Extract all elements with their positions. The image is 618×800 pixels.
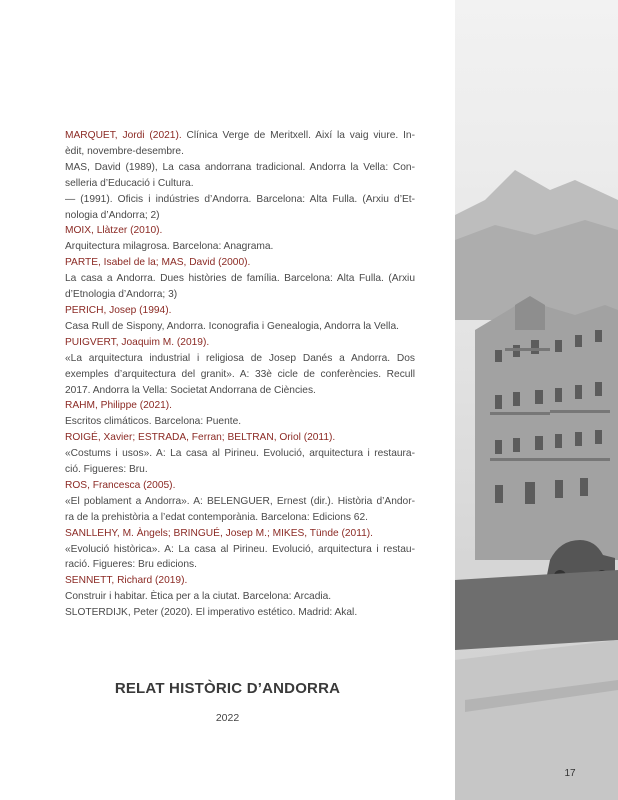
entry-author: ROIGÉ, Xavier; ESTRADA, Ferran; BELTRAN, Oriol (2011). xyxy=(65,432,336,444)
bibliography-entry xyxy=(65,128,415,160)
bibliography-entry xyxy=(65,192,415,224)
entry-text: exemples d’arquitectura del granit». A: 33è cicle de conferències. Recull xyxy=(65,368,415,380)
book-title: RELAT HISTÒRIC D’ANDORRA xyxy=(114,680,341,697)
bibliography-entry xyxy=(65,255,415,303)
entry-text: La casa a Andorra. Dues històries de família. Barcelona: Alta Fulla. (Arxiu xyxy=(65,273,415,285)
bibliography-list xyxy=(65,128,415,621)
book-year: 2022 xyxy=(215,712,240,724)
road-shape xyxy=(455,640,618,800)
entry-text: ra de la prehistòria a l’edat contemporània. Barcelona: Edicions 62. xyxy=(65,511,368,523)
entry-text: Escritos climáticos. Barcelona: Puente. xyxy=(65,416,242,428)
entry-text: — (1991). Oficis i indústries d’Andorra. Barcelona: Alta Fulla. (Arxiu d’Et- xyxy=(65,193,415,205)
entry-text: ció. Figueres: Bru. xyxy=(65,464,148,476)
entry-text: d’Etnologia d’Andorra; 3) xyxy=(65,289,178,301)
entry-first-line xyxy=(65,128,415,144)
historical-photo xyxy=(455,0,618,800)
entry-text: selleria d’Educació i Cultura. xyxy=(65,177,194,189)
bibliography-entry xyxy=(65,160,415,192)
entry-text: ració. Figueres: Bru edicions. xyxy=(65,559,197,571)
entry-text: Construir i habitar. Ètica per a la ciutat. Barcelona: Arcadia. xyxy=(65,591,332,603)
entry-text: «La arquitectura industrial i religiosa de Josep Danés a Andorra. Dos xyxy=(65,352,415,364)
entry-author: MOIX, Llàtzer (2010). xyxy=(65,225,163,237)
entry-text: «El poblament a Andorra». A: BELENGUER, Ernest (dir.). Història d’Andor- xyxy=(65,495,415,507)
entry-text: Casa Rull de Sispony, Andorra. Iconografia i Genealogia, Andorra la Vella. xyxy=(65,320,399,332)
bibliography-entry xyxy=(65,223,415,255)
bibliography-entry xyxy=(65,303,415,335)
bibliography-entry xyxy=(65,430,415,478)
entry-author: PUIGVERT, Joaquim M. (2019). xyxy=(65,336,210,348)
bibliography-entry xyxy=(65,526,415,574)
entry-text: 2017. Andorra la Vella: Societat Andorrana de Ciències. xyxy=(65,384,316,396)
entry-text: «Evolució històrica». A: La casa al Pirineu. Evolució, arquitectura i restau- xyxy=(65,543,415,555)
entry-author: ROS, Francesca (2005). xyxy=(65,479,176,491)
entry-author: SANLLEHY, M. Àngels; BRINGUÉ, Josep M.; MIKES, Tünde (2011). xyxy=(65,527,374,539)
bibliography-entry xyxy=(65,478,415,526)
page-number: 17 xyxy=(564,768,576,779)
entry-author: PARTE, Isabel de la; MAS, David (2000). xyxy=(65,257,251,269)
bibliography-entry xyxy=(65,573,415,621)
entry-text: SLOTERDIJK, Peter (2020). El imperativo estético. Madrid: Akal. xyxy=(65,607,358,619)
photo-illustration xyxy=(455,0,618,800)
entry-text: MAS, David (1989), La casa andorrana tradicional. Andorra la Vella: Con- xyxy=(65,161,415,173)
stone-wall xyxy=(455,570,618,650)
bibliography-entry xyxy=(65,335,415,399)
entry-author: MARQUET, Jordi (2021). xyxy=(65,130,182,141)
entry-author: SENNETT, Richard (2019). xyxy=(65,575,188,587)
entry-author: RAHM, Philippe (2021). xyxy=(65,400,173,412)
entry-text: Clínica Verge de Meritxell. Així la vaig viure. In- xyxy=(181,130,415,141)
entry-text: nologia d’Andorra; 2) xyxy=(65,209,160,221)
entry-text: «Costums i usos». A: La casa al Pirineu. Evolució, arquitectura i restaura- xyxy=(65,448,415,460)
entry-text: Arquitectura milagrosa. Barcelona: Anagrama. xyxy=(65,241,274,253)
entry-author: PERICH, Josep (1994). xyxy=(65,304,172,316)
bibliography-entry xyxy=(65,398,415,430)
entry-text: èdit, novembre-desembre. xyxy=(65,145,184,157)
